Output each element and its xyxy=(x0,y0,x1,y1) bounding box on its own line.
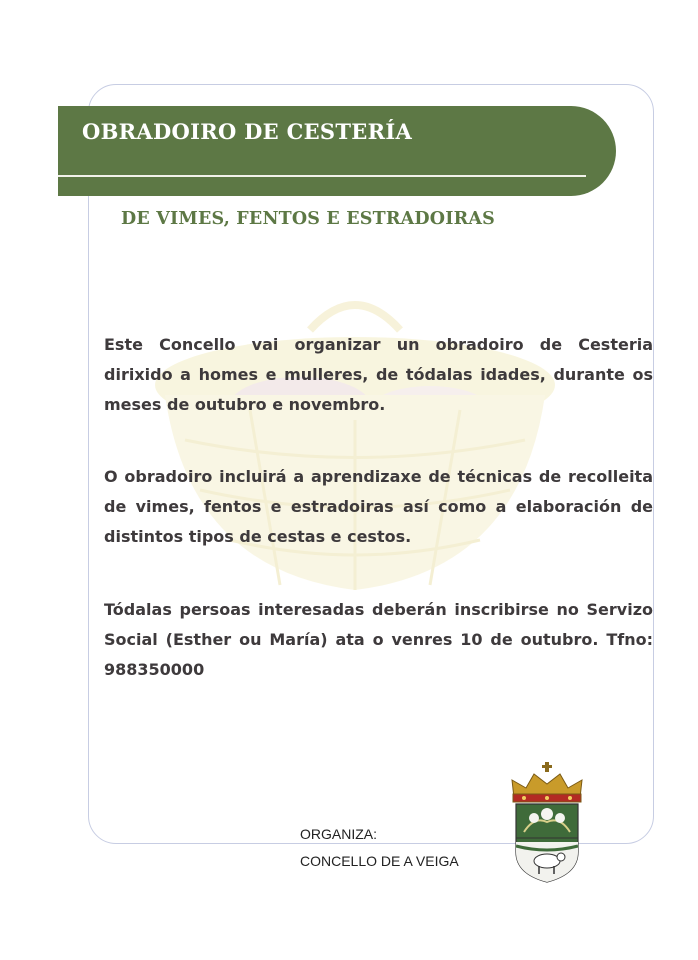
intro-paragraph: Este Concello vai organizar un obradoiro de Cesteria dirixido a homes e mulleres, de tódalas idades, durante os meses de outubro e novembro. xyxy=(104,335,653,414)
content-paragraph: O obradoiro incluirá a aprendizaxe de técnicas de recolleita de vimes, fentos e estradoiras así como a elaboración de distintos tipos de cestas e cestos. xyxy=(104,467,653,546)
organizer-name: CONCELLO DE A VEIGA xyxy=(300,853,459,869)
coat-of-arms-icon xyxy=(504,762,590,884)
registration-paragraph: Tódalas persoas interesadas deberán inscribirse no Servizo Social (Esther ou María) ata o venres 10 de outubro. Tfno: 988350000 xyxy=(104,600,653,679)
banner-divider xyxy=(58,175,586,177)
poster-subtitle: DE VIMES, FENTOS E ESTRADOIRAS xyxy=(121,209,495,229)
organiza-label: ORGANIZA: xyxy=(300,826,378,842)
poster-title: OBRADOIRO DE CESTERÍA xyxy=(82,119,413,144)
